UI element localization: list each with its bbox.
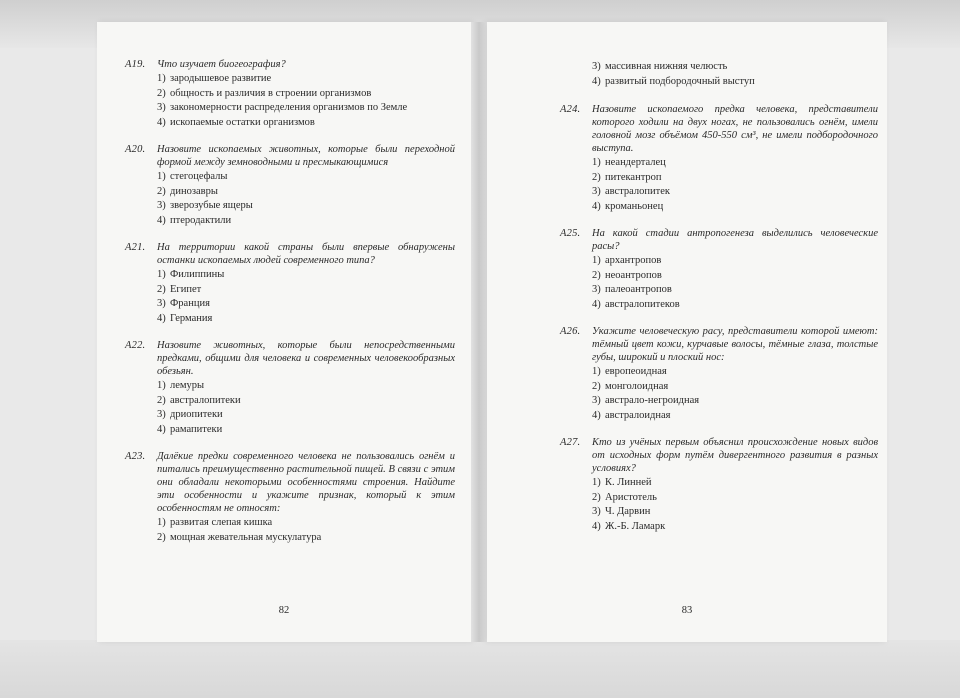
question-number: A25.	[560, 228, 581, 239]
option-number: 3)	[157, 102, 166, 113]
left-page-questions	[125, 58, 455, 558]
question-header	[560, 103, 878, 155]
answer-option	[157, 408, 455, 423]
answer-options-list	[592, 365, 878, 423]
answer-options-list	[157, 72, 455, 130]
answer-options-list	[592, 156, 878, 214]
question-text: Кто из учёных первым объяснил происхождение новых видов от исходных форм путём дивергентного развития в разных условиях?	[592, 437, 878, 474]
option-number: 3)	[592, 186, 601, 197]
question-block	[125, 241, 455, 326]
option-text: общность и различия в строении организмов	[170, 87, 372, 99]
option-text: стегоцефалы	[170, 171, 228, 182]
question-block	[125, 58, 455, 130]
continued-options-list	[592, 60, 878, 89]
option-number: 1)	[592, 255, 601, 266]
option-text: австралоидная	[605, 409, 671, 421]
answer-options-list	[157, 516, 455, 545]
option-number: 4)	[592, 520, 601, 532]
book-gutter	[471, 22, 487, 642]
answer-option	[157, 297, 455, 312]
option-text: массивная нижняя челюсть	[605, 61, 728, 72]
option-number: 3)	[592, 61, 601, 72]
question-text: Далёкие предки современного человека не пользовались огнём и питались преимущественно растительной пищей. В связи с этим они обладали некоторыми особенностями строения. Найдите эти особенности и укажите признак, который к этим особенностям не относят:	[157, 451, 455, 514]
left-page	[97, 22, 471, 642]
option-text: закономерности распределения организмов по Земле	[170, 102, 408, 113]
question-header	[125, 241, 455, 267]
option-text: ископаемые остатки организмов	[170, 116, 315, 128]
option-number: 4)	[592, 409, 601, 421]
answer-option	[592, 505, 878, 520]
question-number: A22.	[125, 340, 146, 351]
answer-option	[592, 283, 878, 298]
answer-option	[592, 380, 878, 395]
option-text: Филиппины	[170, 269, 225, 280]
question-block	[560, 325, 878, 423]
option-number: 4)	[157, 423, 166, 435]
answer-option	[157, 531, 455, 546]
question-text: На территории какой страны были впервые обнаружены останки ископаемых людей современного типа?	[157, 242, 455, 266]
option-text: мощная жевательная мускулатура	[170, 531, 322, 543]
answer-option	[157, 423, 455, 438]
question-number: A26.	[560, 326, 581, 337]
option-number: 2)	[592, 380, 601, 392]
option-text: Египет	[170, 283, 202, 295]
option-text: Франция	[170, 298, 210, 309]
option-number: 3)	[592, 395, 601, 406]
answer-option	[157, 170, 455, 185]
answer-option	[157, 394, 455, 409]
question-text: Назовите животных, которые были непосредственными предками, общими для человека и современных человекообразных обезьян.	[157, 340, 455, 377]
question-header	[560, 325, 878, 364]
answer-option	[592, 476, 878, 491]
option-text: зверозубые ящеры	[170, 200, 253, 211]
question-number: A23.	[125, 451, 146, 462]
page-number-right: 83	[681, 605, 693, 616]
option-number: 1)	[157, 517, 166, 528]
answer-option	[592, 171, 878, 186]
question-number: A24.	[560, 104, 581, 115]
option-number: 3)	[157, 298, 166, 309]
answer-option	[157, 214, 455, 229]
question-header	[560, 436, 878, 475]
answer-option	[157, 312, 455, 327]
option-number: 1)	[157, 171, 166, 182]
option-number: 1)	[157, 73, 166, 84]
answer-options-list	[157, 268, 455, 326]
right-page-questions	[560, 60, 878, 547]
answer-options-list	[157, 170, 455, 228]
question-number: A19.	[125, 59, 146, 70]
question-header	[125, 339, 455, 378]
answer-option	[592, 269, 878, 284]
question-text: Что изучает биогеография?	[157, 59, 286, 70]
answer-option	[157, 87, 455, 102]
option-number: 1)	[592, 366, 601, 377]
option-text: зародышевое развитие	[170, 73, 272, 84]
answer-option	[592, 520, 878, 535]
option-number: 2)	[157, 185, 166, 197]
option-text: австралопитеки	[170, 394, 241, 406]
question-number: A27.	[560, 437, 581, 448]
answer-option	[592, 75, 878, 90]
option-text: австралопитеков	[605, 298, 680, 310]
answer-option	[592, 394, 878, 409]
answer-options-list	[592, 254, 878, 312]
option-number: 2)	[592, 269, 601, 281]
option-number: 1)	[157, 380, 166, 391]
option-number: 3)	[592, 284, 601, 295]
question-header	[125, 143, 455, 169]
answer-option	[157, 268, 455, 283]
answer-option	[157, 72, 455, 87]
option-number: 2)	[157, 87, 166, 99]
page-number-left: 82	[278, 605, 290, 616]
scan-background-bottom	[0, 640, 960, 698]
answer-option	[157, 101, 455, 116]
question-block	[125, 339, 455, 437]
answer-option	[157, 283, 455, 298]
option-text: монголоидная	[605, 380, 669, 392]
option-number: 1)	[592, 157, 601, 168]
answer-option	[592, 185, 878, 200]
question-text: Назовите ископаемых животных, которые были переходной формой между земноводными и пресмыкающимися	[157, 144, 455, 168]
answer-option	[157, 185, 455, 200]
option-text: Ч. Дарвин	[605, 506, 651, 517]
option-number: 4)	[157, 214, 166, 226]
option-number: 4)	[592, 200, 601, 212]
question-header	[560, 227, 878, 253]
question-number: A21.	[125, 242, 146, 253]
option-text: питекантроп	[605, 171, 662, 183]
question-block	[125, 450, 455, 545]
answer-option	[157, 516, 455, 531]
option-text: архантропов	[605, 255, 662, 266]
question-block	[125, 143, 455, 228]
option-number: 2)	[592, 171, 601, 183]
option-text: Ж.-Б. Ламарк	[605, 520, 666, 532]
option-text: неоантропов	[605, 269, 662, 281]
question-header	[125, 450, 455, 515]
answer-option	[592, 254, 878, 269]
answer-option	[592, 409, 878, 424]
option-number: 4)	[592, 298, 601, 310]
question-block	[560, 103, 878, 214]
question-block	[560, 227, 878, 312]
option-number: 3)	[592, 506, 601, 517]
option-text: развитый подбородочный выступ	[605, 75, 755, 87]
option-text: дриопитеки	[170, 409, 223, 420]
option-text: неандерталец	[605, 157, 666, 168]
option-number: 3)	[157, 409, 166, 420]
option-text: палеоантропов	[605, 284, 672, 295]
option-text: Германия	[170, 312, 213, 324]
option-text: Аристотель	[605, 491, 657, 503]
option-number: 3)	[157, 200, 166, 211]
option-text: динозавры	[170, 185, 218, 197]
question-text: Укажите человеческую расу, представители которой имеют: тёмный цвет кожи, курчавые волосы, тёмные глаза, толстые губы, широкий и плоский нос:	[592, 326, 878, 363]
option-number: 1)	[157, 269, 166, 280]
option-text: лемуры	[170, 380, 205, 391]
option-text: австрало-негроидная	[605, 395, 700, 406]
answer-option	[592, 200, 878, 215]
option-text: кроманьонец	[605, 200, 664, 212]
answer-option	[592, 60, 878, 75]
question-text: Назовите ископаемого предка человека, представители которого ходили на двух ногах, не пользовались огнём, имели головной мозг объёмом 450-550 см³, не имели подбородочного выступа.	[592, 104, 878, 154]
answer-option	[592, 156, 878, 171]
answer-option	[592, 491, 878, 506]
option-number: 2)	[157, 283, 166, 295]
option-number: 4)	[592, 75, 601, 87]
answer-option	[157, 116, 455, 131]
option-number: 4)	[157, 116, 166, 128]
option-text: рамапитеки	[170, 423, 223, 435]
question-header	[125, 58, 455, 71]
option-number: 4)	[157, 312, 166, 324]
question-number: A20.	[125, 144, 146, 155]
option-number: 1)	[592, 477, 601, 488]
answer-option	[157, 199, 455, 214]
question-text: На какой стадии антропогенеза выделились человеческие расы?	[592, 228, 878, 252]
answer-options-list	[592, 476, 878, 534]
option-text: К. Линней	[605, 477, 652, 488]
answer-options-list	[157, 379, 455, 437]
option-number: 2)	[157, 394, 166, 406]
option-number: 2)	[592, 491, 601, 503]
answer-option	[157, 379, 455, 394]
option-text: птеродактили	[170, 214, 232, 226]
answer-option	[592, 365, 878, 380]
option-text: развитая слепая кишка	[170, 517, 273, 528]
answer-option	[592, 298, 878, 313]
right-page	[487, 22, 887, 642]
option-text: европеоидная	[605, 366, 667, 377]
option-number: 2)	[157, 531, 166, 543]
option-text: австралопитек	[605, 186, 671, 197]
question-block	[560, 436, 878, 534]
